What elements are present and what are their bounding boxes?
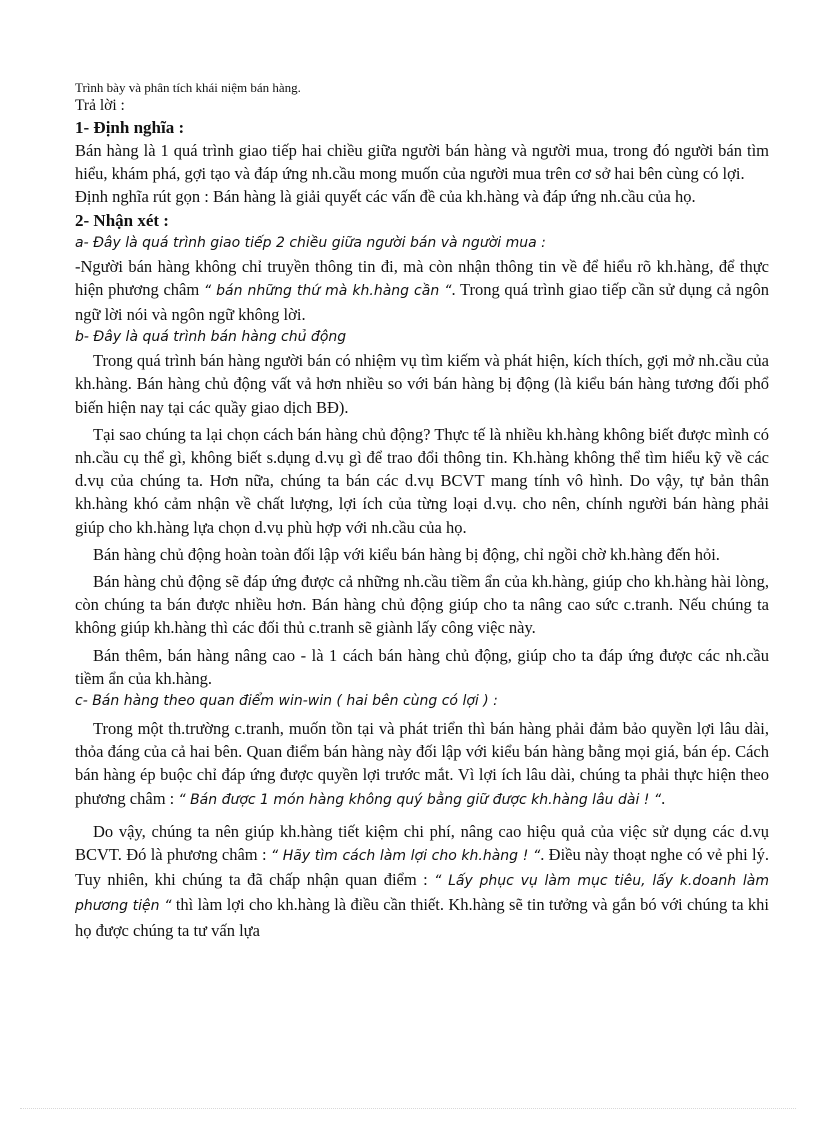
c2-text-start: Do vậy, chúng ta nên giúp kh.hàng tiết kiệm chi phí, nâng cao hiệu quả của việc sử dụng các d.vụ BCVT. Đó là phương châm : [75, 821, 769, 865]
subsection-b-paragraph-4: Bán hàng chủ động sẽ đáp ứng được cả những nh.cầu tiềm ẩn của kh.hàng, giúp cho kh.hàng hài lòng, còn chúng ta bán được nhiều hơn. Bán hàng chủ động giúp cho ta nâng cao sức c.tranh. Nếu chúng ta không giúp kh.hàng thì các đối thủ c.tranh sẽ giành lấy công việc này. [75, 572, 769, 638]
c2-quote-2: “ Lấy phục vụ làm mục tiêu, lấy k.doanh làm phương tiện “ [75, 873, 769, 915]
short-definition-paragraph: Định nghĩa rút gọn : Bán hàng là giải quyết các vấn đề của kh.hàng và đáp ứng nh.cầu của họ. [75, 187, 696, 207]
a-text-end: . Trong quá trình giao tiếp cần sử dụng cả ngôn ngữ lời nói và ngôn ngữ không lời. [75, 279, 770, 325]
c1-quote: “ Bán được 1 món hàng không quý bằng giữ được kh.hàng lâu dài ! “ [178, 791, 662, 808]
a-quote: “ bán những thứ mà kh.hàng cần “ [203, 282, 452, 299]
document-page [75, 80, 769, 942]
c2-text-mid: . Điều này thoạt nghe có vẻ phi lý. Tuy nhiên, khi chúng ta đã chấp nhận quan điểm : [75, 845, 770, 890]
subsection-b-paragraph-3: Bán hàng chủ động hoàn toàn đối lập với kiểu bán hàng bị động, chỉ ngồi chờ kh.hàng đến hỏi. [93, 544, 720, 564]
page-bottom-divider [20, 1108, 796, 1109]
c2-quote-1: “ Hãy tìm cách làm lợi cho kh.hàng ! “ [270, 848, 541, 865]
c1-text-end: . [661, 788, 666, 808]
subsection-a-heading: a- Đây là quá trình giao tiếp 2 chiều giữa người bán và người mua : [75, 234, 546, 251]
subsection-c-paragraph-2 [75, 820, 769, 942]
subsection-c-heading: c- Bán hàng theo quan điểm win-win ( hai bên cùng có lợi ) : [75, 693, 498, 710]
section-2-heading: 2- Nhận xét : [75, 210, 169, 230]
subsection-c-paragraph-1 [75, 717, 769, 812]
answer-label: Trả lời : [75, 97, 125, 114]
subsection-b-paragraph-2: Tại sao chúng ta lại chọn cách bán hàng chủ động? Thực tế là nhiều kh.hàng không biết được mình có nh.cầu cụ thể gì, không biết s.dụng d.vụ gì để trao đổi thông tin. Kh.hàng không thể tìm hiểu kỹ về các d.vụ của chúng ta. Hơn nữa, chúng ta bán các d.vụ BCVT mang tính vô hình. Do vậy, tự bản thân kh.hàng khó cảm nhận về chất lượng, lợi ích của từng loại d.vụ. cho nên, chính người bán hàng phải giúp cho kh.hàng lựa chọn d.vụ phù hợp với nh.cầu của họ. [75, 424, 769, 537]
a-text-start: -Người bán hàng không chỉ truyền thông tin đi, mà còn nhận thông tin về để hiểu rõ kh.hàng, để thực hiện phương châm [75, 256, 769, 299]
subsection-b-paragraph-5: Bán thêm, bán hàng nâng cao - là 1 cách bán hàng chủ động, giúp cho ta đáp ứng được các nh.cầu tiềm ẩn của kh.hàng. [75, 645, 769, 688]
c1-text-start: Trong một th.trường c.tranh, muốn tồn tại và phát triển thì bán hàng phải đảm bảo quyền lợi lâu dài, thỏa đáng của cả hai bên. Quan điểm bán hàng này đối lập với kiểu bán hàng bằng mọi giá, bán ép. Cách bán hàng ép buộc chỉ đáp ứng được quyền lợi trước mắt. Vì lợi ích lâu dài, chúng ta phải thực hiện theo phương châm : [75, 719, 769, 808]
subsection-a-paragraph [75, 255, 769, 327]
subsection-b-paragraph-1: Trong quá trình bán hàng người bán có nhiệm vụ tìm kiếm và phát hiện, kích thích, gợi mở nh.cầu của kh.hàng. Bán hàng chủ động vất vả hơn nhiều so với bán hàng bị động (là kiểu bán hàng tương đối phổ biến hiện nay tại các quầy giao dịch BĐ). [75, 351, 769, 417]
document-title: Trình bày và phân tích khái niệm bán hàng. [75, 80, 301, 95]
subsection-b-heading: b- Đây là quá trình bán hàng chủ động [75, 329, 347, 346]
c2-text-end: thì làm lợi cho kh.hàng là điều cần thiết. Kh.hàng sẽ tin tưởng và gắn bó với chúng ta khi họ được chúng ta tư vấn lựa [75, 895, 769, 940]
section-1-heading: 1- Định nghĩa : [75, 118, 185, 137]
definition-paragraph: Bán hàng là 1 quá trình giao tiếp hai chiều giữa người bán hàng và người mua, trong đó người bán tìm hiểu, khám phá, gợi tạo và đáp ứng nh.cầu mong muốn của người mua trên cơ sở hai bên cùng có lợi. [75, 141, 769, 184]
